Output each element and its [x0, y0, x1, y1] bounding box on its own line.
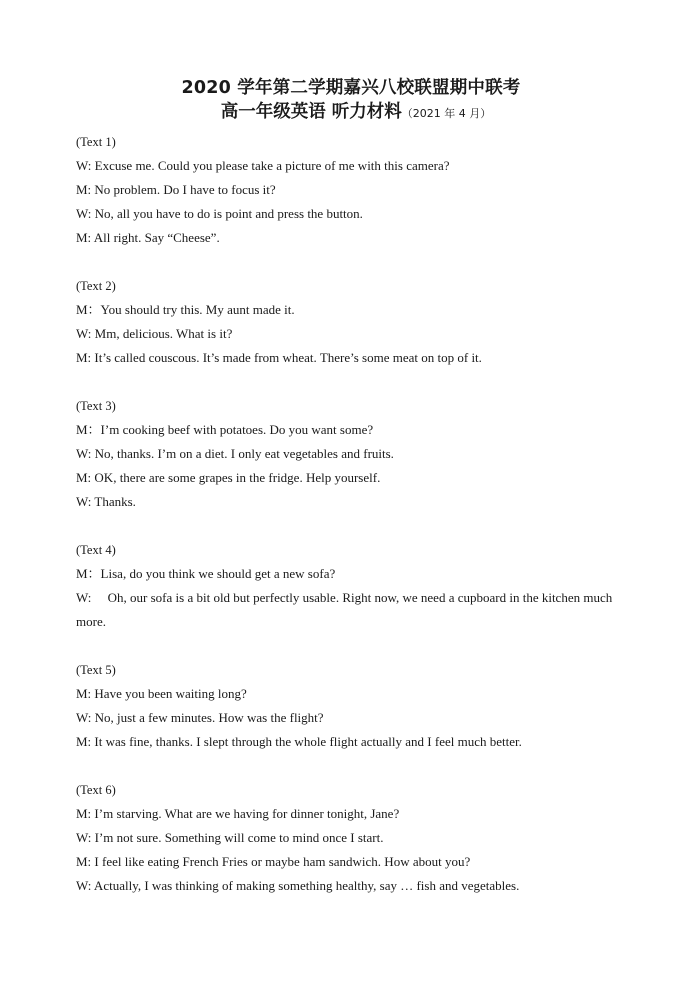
text-label: (Text 2)	[76, 279, 116, 293]
text-label: (Text 5)	[76, 663, 116, 677]
text-3-section	[76, 394, 636, 514]
dialogue-line: M: Have you been waiting long?	[76, 686, 247, 701]
text-label: (Text 6)	[76, 783, 116, 797]
text-4-section	[76, 538, 636, 634]
dialogue-line: W: Mm, delicious. What is it?	[76, 326, 233, 341]
text-label: (Text 1)	[76, 135, 116, 149]
page-subtitle	[76, 100, 636, 126]
dialogue-line: W: Excuse me. Could you please take a picture of me with this camera?	[76, 158, 450, 173]
dialogue-line: W: No, all you have to do is point and press the button.	[76, 206, 363, 221]
dialogue-line: M: I feel like eating French Fries or maybe ham sandwich. How about you?	[76, 854, 471, 869]
text-1-section	[76, 130, 636, 250]
dialogue-line: M: All right. Say “Cheese”.	[76, 230, 220, 245]
text-5-section	[76, 658, 636, 754]
subtitle-main: 高一年级英语 听力材料	[220, 102, 402, 122]
dialogue-line: M：You should try this. My aunt made it.	[76, 302, 295, 317]
dialogue-line: W: Actually, I was thinking of making something healthy, say … fish and vegetables.	[76, 878, 520, 893]
page-title: 2020 学年第二学期嘉兴八校联盟期中联考	[181, 78, 521, 98]
dialogue-line: M: It was fine, thanks. I slept through the whole flight actually and I feel much better.	[76, 734, 522, 749]
dialogue-line: W: I’m not sure. Something will come to mind once I start.	[76, 830, 384, 845]
dialogue-line: W: Oh, our sofa is a bit old but perfectly usable. Right now, we need a cupboard in the kitchen much more.	[76, 590, 613, 629]
dialogue-line: M: It’s called couscous. It’s made from wheat. There’s some meat on top of it.	[76, 350, 482, 365]
dialogue-line: M：I’m cooking beef with potatoes. Do you want some?	[76, 422, 374, 437]
dialogue-line: M: OK, there are some grapes in the fridge. Help yourself.	[76, 470, 381, 485]
dialogue-line: M: I’m starving. What are we having for dinner tonight, Jane?	[76, 806, 400, 821]
dialogue-line: W: Thanks.	[76, 494, 136, 509]
text-6-section	[76, 778, 636, 898]
subtitle-date: （2021 年 4 月）	[401, 107, 492, 120]
dialogue-line: M: No problem. Do I have to focus it?	[76, 182, 276, 197]
text-2-section	[76, 274, 636, 370]
dialogue-line: W: No, thanks. I’m on a diet. I only eat vegetables and fruits.	[76, 446, 394, 461]
text-label: (Text 3)	[76, 399, 116, 413]
text-label: (Text 4)	[76, 543, 116, 557]
dialogue-line: W: No, just a few minutes. How was the flight?	[76, 710, 324, 725]
dialogue-line: M：Lisa, do you think we should get a new sofa?	[76, 566, 336, 581]
